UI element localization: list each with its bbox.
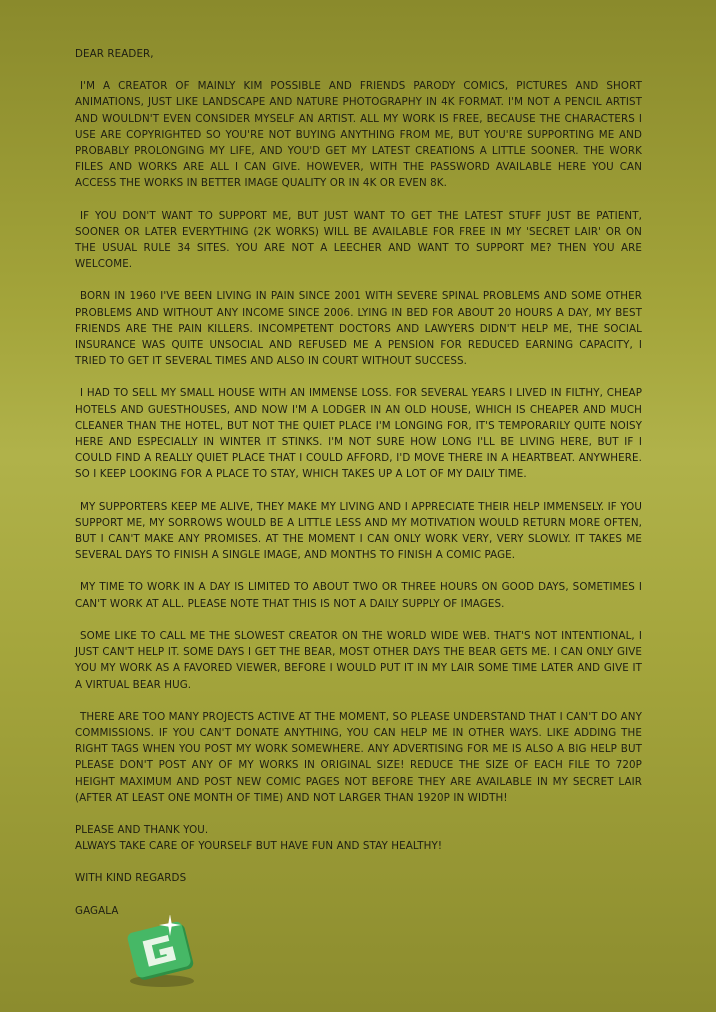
letter (75, 46, 642, 919)
paragraph-intro: I'M A CREATOR OF MAINLY KIM POSSIBLE AND FRIENDS PARODY COMICS, PICTURES AND SHORT ANIMATIONS, JUST LIKE LANDSCAPE AND NATURE PHOTOGRAPHY IN 4K FORMAT. I'M NOT A PENCIL ARTIST AND WOULDN'T EVEN CONSIDER MYSELF AN ARTIST. ALL MY WORK IS FREE, BECAUSE THE CHARACTERS I USE ARE COPYRIGHTED SO YOU'RE NOT BUYING ANYTHING FROM ME, BUT YOU'RE SUPPORTING ME AND PROBABLY PROLONGING MY LIFE, AND YOU'D GET MY LATEST CREATIONS A LITTLE SOONER. THE WORK FILES AND WORKS ARE ALL I CAN GIVE. HOWEVER, WITH THE PASSWORD AVAILABLE HERE YOU CAN ACCESS THE WORKS IN BETTER IMAGE QUALITY OR IN 4K OR EVEN 8K. (75, 80, 642, 190)
signature: GAGALA (75, 904, 119, 917)
paragraph-housing: I HAD TO SELL MY SMALL HOUSE WITH AN IMMENSE LOSS. FOR SEVERAL YEARS I LIVED IN FILTHY, CHEAP HOTELS AND GUESTHOUSES, AND NOW I'M A LODGER IN AN OLD HOUSE, WHICH IS CHEAPER AND MUCH CLEANER THAN THE HOTEL, BUT NOT THE QUIET PLACE I'M LONGING FOR, IT'S TEMPORARILY QUITE NOISY HERE AND ESPECIALLY IN WINTER IT STINKS. I'M NOT SURE HOW LONG I'LL BE LIVING HERE, BUT IF I COULD FIND A REALLY QUIET PLACE THAT I COULD AFFORD, I'D MOVE THERE IN A HEARTBEAT. ANYWHERE. SO I KEEP LOOKING FOR A PLACE TO STAY, WHICH TAKES UP A LOT OF MY DAILY TIME. (75, 387, 642, 481)
closing-take-care: ALWAYS TAKE CARE OF YOURSELF BUT HAVE FUN AND STAY HEALTHY! (75, 840, 443, 853)
regards: WITH KIND REGARDS (75, 872, 187, 885)
g-logo-icon (122, 915, 202, 990)
closing-block (75, 822, 642, 854)
salutation: DEAR READER, (75, 48, 154, 60)
gagala-logo (122, 915, 202, 990)
paragraph-slowest-creator: SOME LIKE TO CALL ME THE SLOWEST CREATOR ON THE WORLD WIDE WEB. THAT'S NOT INTENTIONAL, I JUST CAN'T HELP IT. SOME DAYS I GET THE BEAR, MOST OTHER DAYS THE BEAR GETS ME. I CAN ONLY GIVE YOU MY WORK AS A FAVORED VIEWER, BEFORE I WOULD PUT IT IN MY LAIR SOME TIME LATER AND GIVE IT A VIRTUAL BEAR HUG. (75, 629, 642, 691)
paragraph-work-time: MY TIME TO WORK IN A DAY IS LIMITED TO ABOUT TWO OR THREE HOURS ON GOOD DAYS, SOMETIMES I CAN'T WORK AT ALL. PLEASE NOTE THAT THIS IS NOT A DAILY SUPPLY OF IMAGES. (75, 581, 642, 610)
closing-thanks: PLEASE AND THANK YOU. (75, 823, 209, 836)
paragraph-health: BORN IN 1960 I'VE BEEN LIVING IN PAIN SINCE 2001 WITH SEVERE SPINAL PROBLEMS AND SOME OTHER PROBLEMS AND WITHOUT ANY INCOME SINCE 2006. LYING IN BED FOR ABOUT 20 HOURS A DAY, MY BEST FRIENDS ARE THE PAIN KILLERS. INCOMPETENT DOCTORS AND LAWYERS DIDN'T HELP ME, THE SOCIAL INSURANCE WAS QUITE UNSOCIAL AND REFUSED ME A PENSION FOR REDUCED EARNING CAPACITY, I TRIED TO GET IT SEVERAL TIMES AND ALSO IN COURT WITHOUT SUCCESS. (75, 290, 642, 368)
paragraph-projects: THERE ARE TOO MANY PROJECTS ACTIVE AT THE MOMENT, SO PLEASE UNDERSTAND THAT I CAN'T DO ANY COMMISSIONS. IF YOU CAN'T DONATE ANYTHING, YOU CAN HELP ME IN OTHER WAYS. LIKE ADDING THE RIGHT TAGS WHEN YOU POST MY WORK SOMEWHERE. ANY ADVERTISING FOR ME IS ALSO A BIG HELP BUT PLEASE DON'T POST ANY OF MY WORKS IN ORIGINAL SIZE! REDUCE THE SIZE OF EACH FILE TO 720P HEIGHT MAXIMUM AND POST NEW COMIC PAGES NOT BEFORE THEY ARE AVAILABLE IN MY SECRET LAIR (AFTER AT LEAST ONE MONTH OF TIME) AND NOT LARGER THAN 1920P IN WIDTH! (75, 710, 642, 804)
paragraph-supporters: MY SUPPORTERS KEEP ME ALIVE, THEY MAKE MY LIVING AND I APPRECIATE THEIR HELP IMMENSELY. IF YOU SUPPORT ME, MY SORROWS WOULD BE A LITTLE LESS AND MY MOTIVATION WOULD RETURN MORE OFTEN, BUT I CAN'T MAKE ANY PROMISES. AT THE MOMENT I CAN ONLY WORK VERY, VERY SLOWLY. IT TAKES ME SEVERAL DAYS TO FINISH A SINGLE IMAGE, AND MONTHS TO FINISH A COMIC PAGE. (75, 500, 642, 562)
paragraph-free-access: IF YOU DON'T WANT TO SUPPORT ME, BUT JUST WANT TO GET THE LATEST STUFF JUST BE PATIENT, SOONER OR LATER EVERYTHING (2K WORKS) WILL BE AVAILABLE FOR FREE IN MY 'SECRET LAIR' OR ON THE USUAL RULE 34 SITES. YOU ARE NOT A LEECHER AND WANT TO SUPPORT ME? THEN YOU ARE WELCOME. (75, 209, 642, 271)
